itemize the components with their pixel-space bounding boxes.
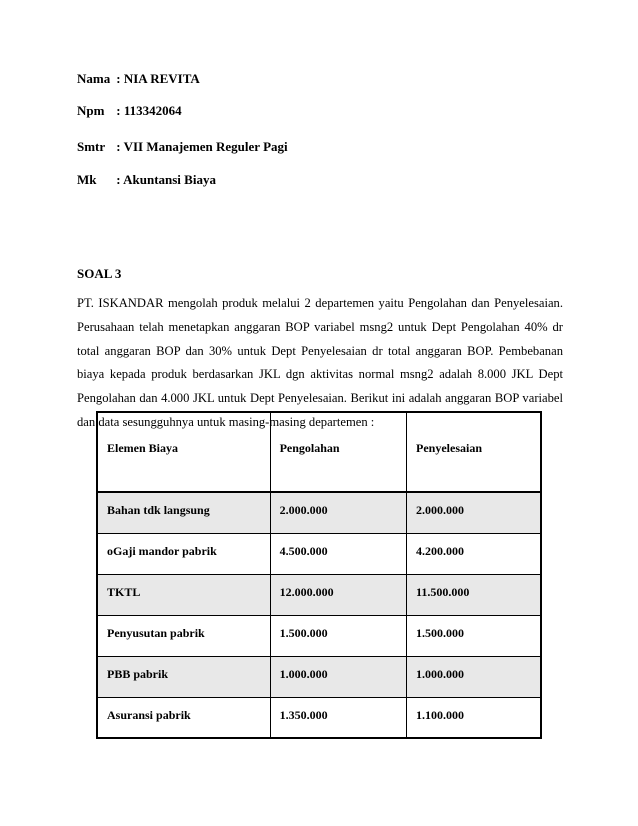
info-row-nama: [77, 71, 200, 87]
header-cell: Penyelesaian: [407, 412, 542, 492]
table-row: [97, 574, 541, 615]
info-value: : NIA REVITA: [116, 71, 200, 86]
cost-table: [96, 411, 542, 739]
table-row: [97, 533, 541, 574]
table-cell: 11.500.000: [407, 574, 542, 615]
info-row-npm: [77, 103, 182, 119]
section-title: SOAL 3: [77, 266, 122, 281]
table-cell: 1.500.000: [407, 615, 542, 656]
table-cell: 2.000.000: [407, 492, 542, 533]
info-key: Nama: [77, 71, 111, 86]
table-cell: Asuransi pabrik: [97, 697, 270, 738]
info-row-smtr: [77, 139, 288, 155]
table-cell: 1.000.000: [270, 656, 406, 697]
table-cell: PBB pabrik: [97, 656, 270, 697]
info-value: : 113342064: [116, 103, 182, 118]
info-key: Smtr: [77, 139, 106, 154]
table-cell: 2.000.000: [270, 492, 406, 533]
info-key: Mk: [77, 172, 97, 187]
table-header-row: [97, 412, 541, 492]
info-value: : VII Manajemen Reguler Pagi: [116, 139, 288, 154]
table-cell: 1.100.000: [407, 697, 542, 738]
header-cell: Elemen Biaya: [97, 412, 270, 492]
table-row: [97, 615, 541, 656]
table-cell: 1.000.000: [407, 656, 542, 697]
info-row-mk: [77, 172, 216, 188]
table-cell: Penyusutan pabrik: [97, 615, 270, 656]
table-cell: Bahan tdk langsung: [97, 492, 270, 533]
table-row: [97, 492, 541, 533]
problem-paragraph: PT. ISKANDAR mengolah produk melalui 2 departemen yaitu Pengolahan dan Penyelesaian. Perusahaan telah menetapkan anggaran BOP variabel msng2 untuk Dept Pengolahan 40% dr total anggaran BOP dan 30% untuk Dept Penyelesaian dr total anggaran BOP. Pembebanan biaya kepada produk berdasarkan JKL dgn aktivitas normal msng2 adalah 8.000 JKL Dept Pengolahan dan 4.000 JKL untuk Dept Penyelesaian. Berikut ini adalah anggaran BOP variabel dan data sesungguhnya untuk masing-masing departemen :: [77, 296, 563, 429]
table-row: [97, 656, 541, 697]
table-cell: 12.000.000: [270, 574, 406, 615]
table-cell: TKTL: [97, 574, 270, 615]
info-key: Npm: [77, 103, 105, 118]
table-row: [97, 697, 541, 738]
table-cell: 4.200.000: [407, 533, 542, 574]
header-cell: Pengolahan: [270, 412, 406, 492]
info-value: : Akuntansi Biaya: [116, 172, 216, 187]
table-cell: 4.500.000: [270, 533, 406, 574]
table-cell: 1.350.000: [270, 697, 406, 738]
table-cell: oGaji mandor pabrik: [97, 533, 270, 574]
table-cell: 1.500.000: [270, 615, 406, 656]
